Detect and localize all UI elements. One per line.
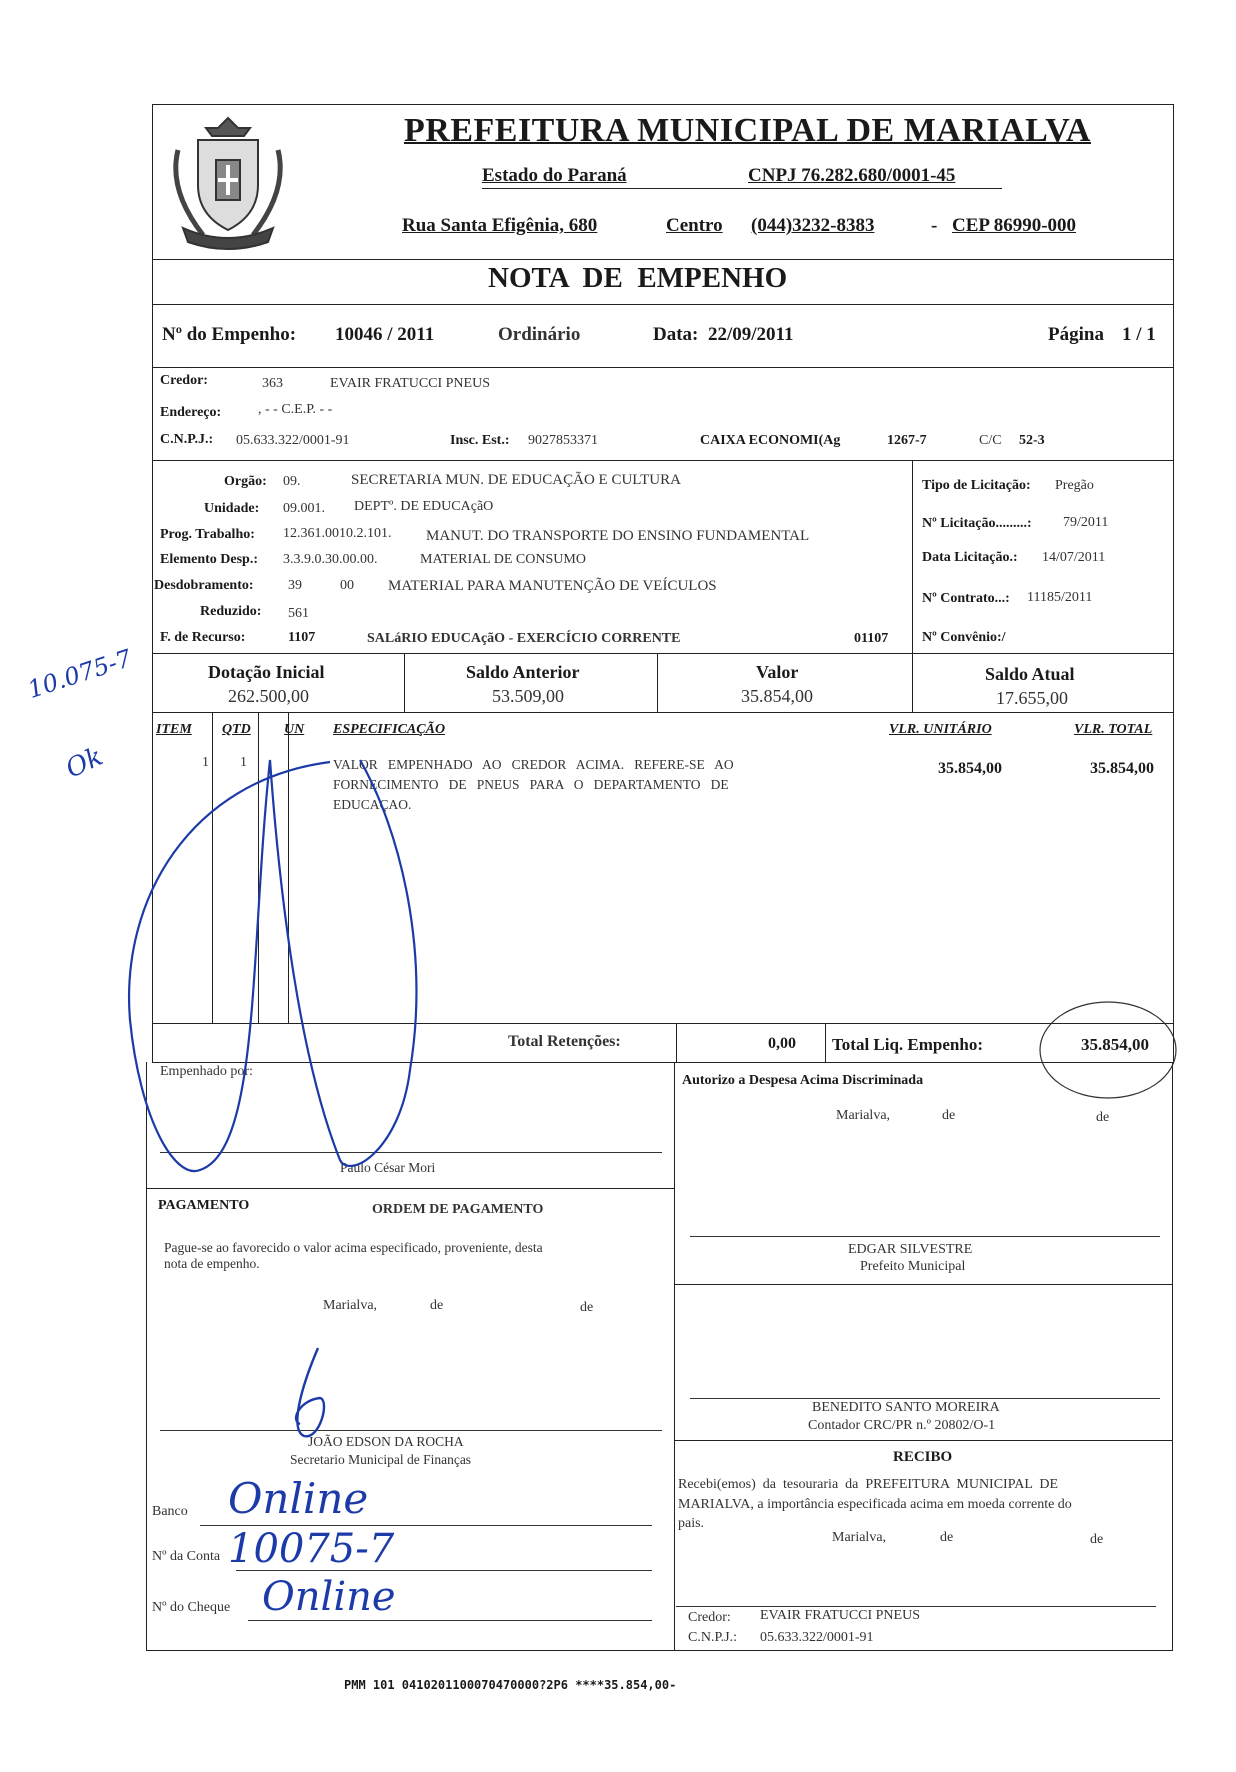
retencoes-label: Total Retenções: [508, 1033, 621, 1050]
secretary-signature [296, 1348, 324, 1436]
prog-value: MANUT. DO TRANSPORTE DO ENSINO FUNDAMENTAL [426, 528, 810, 544]
accountant-name: BENEDITO SANTO MOREIRA [812, 1400, 1000, 1415]
saldo-atual-label: Saldo Atual [985, 664, 1075, 684]
item-row-total-value: 35.854,00 [1090, 760, 1154, 777]
convenio-label: Nº Convênio:/ [922, 630, 1006, 645]
accountant-role: Contador CRC/PR n.º 20802/O-1 [808, 1418, 996, 1433]
cnpj-label: CNPJ 76.282.680/0001-45 [748, 165, 956, 186]
orgao-code: 09. [283, 474, 301, 489]
saldo-anterior-label: Saldo Anterior [466, 662, 580, 682]
dotacao-value: 262.500,00 [228, 686, 309, 706]
credor-code: 363 [262, 376, 283, 391]
elemento-label: Elemento Desp.: [160, 552, 258, 567]
empenho-type: Ordinário [498, 324, 581, 345]
item-row-spec-line1: VALOR EMPENHADO AO CREDOR ACIMA. REFERE-SE AO [333, 757, 734, 772]
cnpj-credor-label: C.N.P.J.: [160, 432, 214, 447]
valor-label: Valor [756, 662, 799, 682]
unidade-code: 09.001. [283, 501, 325, 516]
conta-label: Nº da Conta [152, 1549, 221, 1564]
orgao-value: SECRETARIA MUN. DE EDUCAÇÃO E CULTURA [351, 472, 681, 488]
item-row-qtd: 1 [240, 755, 247, 770]
empenhado-label: Empenhado por: [160, 1064, 253, 1079]
valor-value: 35.854,00 [741, 686, 813, 706]
recibo-place: Marialva, [832, 1530, 887, 1545]
conta-handwritten: 10075-7 [228, 1526, 395, 1572]
recibo-text-line2: MARIALVA, a importância especificada acima em moeda corrente do [678, 1497, 1072, 1512]
margin-initials: Ok [61, 741, 108, 785]
tipo-licitacao-value: Pregão [1055, 478, 1094, 493]
pagamento-de1: de [430, 1298, 444, 1313]
unidade-value: DEPTº. DE EDUCAçãO [354, 499, 494, 514]
cc-label: C/C [979, 433, 1002, 448]
recurso-code2: 01107 [854, 631, 889, 646]
recibo-cnpj-value: 05.633.322/0001-91 [760, 1630, 874, 1645]
items-header-qtd: QTD [222, 722, 251, 737]
city-hall-title: PREFEITURA MUNICIPAL DE MARIALVA [404, 112, 1091, 149]
recibo-text-line1: Recebi(emos) da tesouraria da PREFEITURA MUNICIPAL DE [678, 1477, 1059, 1492]
item-row-unit-value: 35.854,00 [938, 760, 1002, 777]
page-number: 1 / 1 [1122, 324, 1156, 345]
pagamento-text-line2: nota de empenho. [164, 1256, 260, 1271]
recibo-credor-value: EVAIR FRATUCCI PNEUS [760, 1608, 920, 1623]
empenho-date-label: Data: [653, 324, 699, 345]
footer-code: PMM 101 0410201100070470000?2P6 ****35.854,00- [344, 1678, 677, 1692]
insc-label: Insc. Est.: [450, 433, 510, 448]
items-header-un: UN [284, 722, 305, 737]
pagamento-signer-role: Secretario Municipal de Finanças [290, 1452, 472, 1467]
credor-label: Credor: [160, 373, 208, 388]
items-header-unit: VLR. UNITÁRIO [889, 722, 992, 737]
bank-agency: 1267-7 [887, 433, 927, 448]
empenho-date: 22/09/2011 [708, 324, 794, 345]
ordem-pagamento-label: ORDEM DE PAGAMENTO [372, 1202, 544, 1217]
elemento-value: MATERIAL DE CONSUMO [420, 552, 586, 567]
licitacao-number-label: Nº Licitação.........: [922, 516, 1032, 531]
desdob-value: MATERIAL PARA MANUTENÇÃO DE VEÍCULOS [388, 578, 717, 594]
contrato-label: Nº Contrato...: [922, 591, 1010, 606]
saldo-anterior-value: 53.509,00 [492, 686, 564, 706]
contrato-value: 11185/2011 [1027, 590, 1093, 605]
item-row-spec-line3: EDUCAÇAO. [333, 797, 412, 812]
district-text: Centro [666, 215, 723, 236]
bank-name: CAIXA ECONOMI(Ag [700, 433, 841, 448]
doc-title: NOTA DE EMPENHO [488, 262, 788, 294]
pagamento-label: PAGAMENTO [158, 1198, 250, 1213]
item-row-item: 1 [202, 755, 209, 770]
mayor-name: EDGAR SILVESTRE [848, 1242, 973, 1257]
dotacao-label: Dotação Inicial [208, 662, 325, 682]
recibo-text-line3: pais. [678, 1516, 705, 1531]
recibo-de1: de [940, 1530, 954, 1545]
cc-value: 52-3 [1019, 433, 1045, 448]
cheque-label: Nº do Cheque [152, 1600, 231, 1615]
recurso-value: SALáRIO EDUCAçãO - EXERCÍCIO CORRENTE [367, 631, 681, 646]
liquido-value: 35.854,00 [1081, 1035, 1149, 1054]
pagamento-place: Marialva, [323, 1298, 378, 1313]
empenho-number-label: Nº do Empenho: [162, 324, 297, 345]
recurso-label: F. de Recurso: [160, 630, 246, 645]
recurso-code: 1107 [288, 630, 316, 645]
recibo-cnpj-label: C.N.P.J.: [688, 1630, 738, 1645]
tipo-licitacao-label: Tipo de Licitação: [922, 478, 1031, 493]
autorizo-label: Autorizo a Despesa Acima Discriminada [682, 1073, 924, 1088]
items-header-spec: ESPECIFICAÇÃO [333, 722, 446, 737]
retencoes-value: 0,00 [768, 1035, 796, 1052]
total-circle-mark [1040, 1002, 1176, 1098]
cheque-handwritten: Online [262, 1574, 396, 1620]
prog-code: 12.361.0010.2.101. [283, 526, 392, 541]
address-text: Rua Santa Efigênia, 680 [402, 215, 598, 236]
autorizo-place: Marialva, [836, 1108, 891, 1123]
phone-text: (044)3232-8383 [751, 215, 875, 236]
page-label: Página [1048, 324, 1104, 345]
insc-value: 9027853371 [528, 433, 598, 448]
endereco-label: Endereço: [160, 405, 222, 420]
banco-label: Banco [152, 1504, 188, 1519]
items-header-total: VLR. TOTAL [1074, 722, 1153, 737]
licitacao-date-value: 14/07/2011 [1042, 550, 1106, 565]
pagamento-signer: JOÃO EDSON DA ROCHA [308, 1434, 464, 1449]
mayor-role: Prefeito Municipal [860, 1259, 966, 1274]
pagamento-text-line1: Pague-se ao favorecido o valor acima especificado, proveniente, desta [164, 1240, 543, 1255]
banco-handwritten: Online [228, 1474, 369, 1523]
elemento-code: 3.3.9.0.30.00.00. [283, 552, 378, 567]
prog-label: Prog. Trabalho: [160, 527, 255, 542]
empenho-number: 10046 / 2011 [335, 324, 435, 345]
autorizo-de1: de [942, 1108, 956, 1123]
pagamento-de2: de [580, 1300, 594, 1315]
unidade-label: Unidade: [204, 501, 260, 516]
desdob-label: Desdobramento: [154, 578, 254, 593]
cnpj-credor-value: 05.633.322/0001-91 [236, 433, 350, 448]
state-label: Estado do Paraná [482, 165, 627, 186]
cep-text: CEP 86990-000 [952, 215, 1077, 236]
desdob-code2: 00 [340, 578, 354, 593]
desdob-code1: 39 [288, 578, 302, 593]
recibo-credor-label: Credor: [688, 1610, 731, 1625]
recibo-title: RECIBO [893, 1449, 953, 1465]
credor-name: EVAIR FRATUCCI PNEUS [330, 376, 490, 391]
licitacao-number-value: 79/2011 [1063, 515, 1109, 530]
licitacao-date-label: Data Licitação.: [922, 550, 1018, 565]
cep-separator: - [931, 215, 938, 236]
endereco-value: , - - C.E.P. - - [258, 402, 333, 417]
recibo-de2: de [1090, 1532, 1104, 1547]
liquido-label: Total Liq. Empenho: [832, 1035, 983, 1054]
saldo-atual-value: 17.655,00 [996, 688, 1068, 708]
items-header-item: ITEM [156, 722, 192, 737]
autorizo-de2: de [1096, 1110, 1110, 1125]
reduzido-label: Reduzido: [200, 604, 262, 619]
reduzido-value: 561 [288, 606, 309, 621]
empenhado-signer: Paulo César Mori [340, 1160, 436, 1175]
item-row-spec-line2: FORNECIMENTO DE PNEUS PARA O DEPARTAMENTO DE [333, 777, 729, 792]
orgao-label: Orgão: [224, 474, 267, 489]
large-loop-signature [129, 760, 416, 1171]
margin-account-note: 10.075-7 [24, 644, 136, 704]
